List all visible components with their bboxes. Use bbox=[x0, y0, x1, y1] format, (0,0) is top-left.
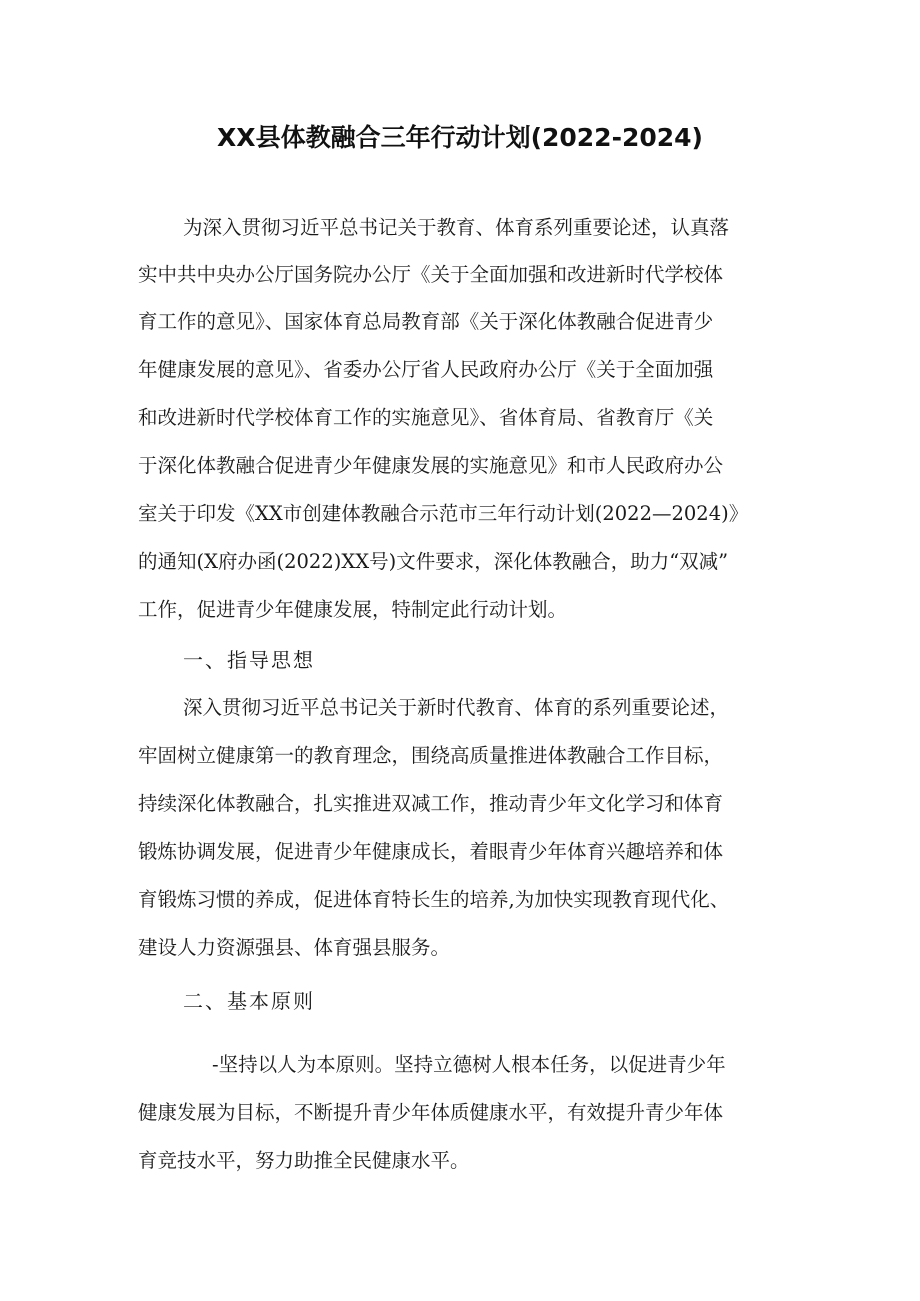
intro-line: 于深化体教融合促进青少年健康发展的实施意见》和市人民政府办公 bbox=[138, 454, 724, 477]
section2-line: 育竞技水平，努力助推全民健康水平。 bbox=[138, 1149, 470, 1172]
section1-line: 建设人力资源强县、体育强县服务。 bbox=[138, 936, 451, 959]
intro-line: 工作，促进青少年健康发展，特制定此行动计划。 bbox=[138, 598, 568, 621]
document-title: XX县体教融合三年行动计划(2022-2024) bbox=[217, 123, 703, 152]
section1-line: 深入贯彻习近平总书记关于新时代教育、体育的系列重要论述， bbox=[183, 696, 730, 719]
section2-line: 健康发展为目标，不断提升青少年体质健康水平，有效提升青少年体 bbox=[138, 1101, 724, 1124]
intro-line: 和改进新时代学校体育工作的实施意见》、省体育局、省教育厅《关 bbox=[138, 406, 714, 429]
section-heading-guiding-ideology: 一、指导思想 bbox=[183, 648, 315, 672]
intro-line: 为深入贯彻习近平总书记关于教育、体育系列重要论述，认真落 bbox=[183, 216, 730, 239]
section1-line: 持续深化体教融合，扎实推进双减工作，推动青少年文化学习和体育 bbox=[138, 792, 724, 815]
intro-line: 的通知(X府办函(2022)XX号)文件要求，深化体教融合，助力“双减” bbox=[138, 550, 729, 573]
intro-line: 育工作的意见》、国家体育总局教育部《关于深化体教融合促进青少 bbox=[138, 310, 714, 333]
intro-line: 室关于印发《XX市创建体教融合示范市三年行动计划(2022—2024)》 bbox=[138, 502, 749, 525]
intro-line: 年健康发展的意见》、省委办公厅省人民政府办公厅《关于全面加强 bbox=[138, 358, 714, 381]
section-heading-basic-principles: 二、基本原则 bbox=[183, 989, 315, 1013]
section1-line: 锻炼协调发展，促进青少年健康成长，着眼青少年体育兴趣培养和体 bbox=[138, 840, 724, 863]
intro-line: 实中共中央办公厅国务院办公厅《关于全面加强和改进新时代学校体 bbox=[138, 263, 724, 286]
section1-line: 牢固树立健康第一的教育理念，围绕高质量推进体教融合工作目标， bbox=[138, 744, 724, 767]
section2-line: -坚持以人为本原则。坚持立德树人根本任务，以促进青少年 bbox=[212, 1053, 726, 1076]
section1-line: 育锻炼习惯的养成，促进体育特长生的培养,为加快实现教育现代化、 bbox=[138, 888, 730, 911]
